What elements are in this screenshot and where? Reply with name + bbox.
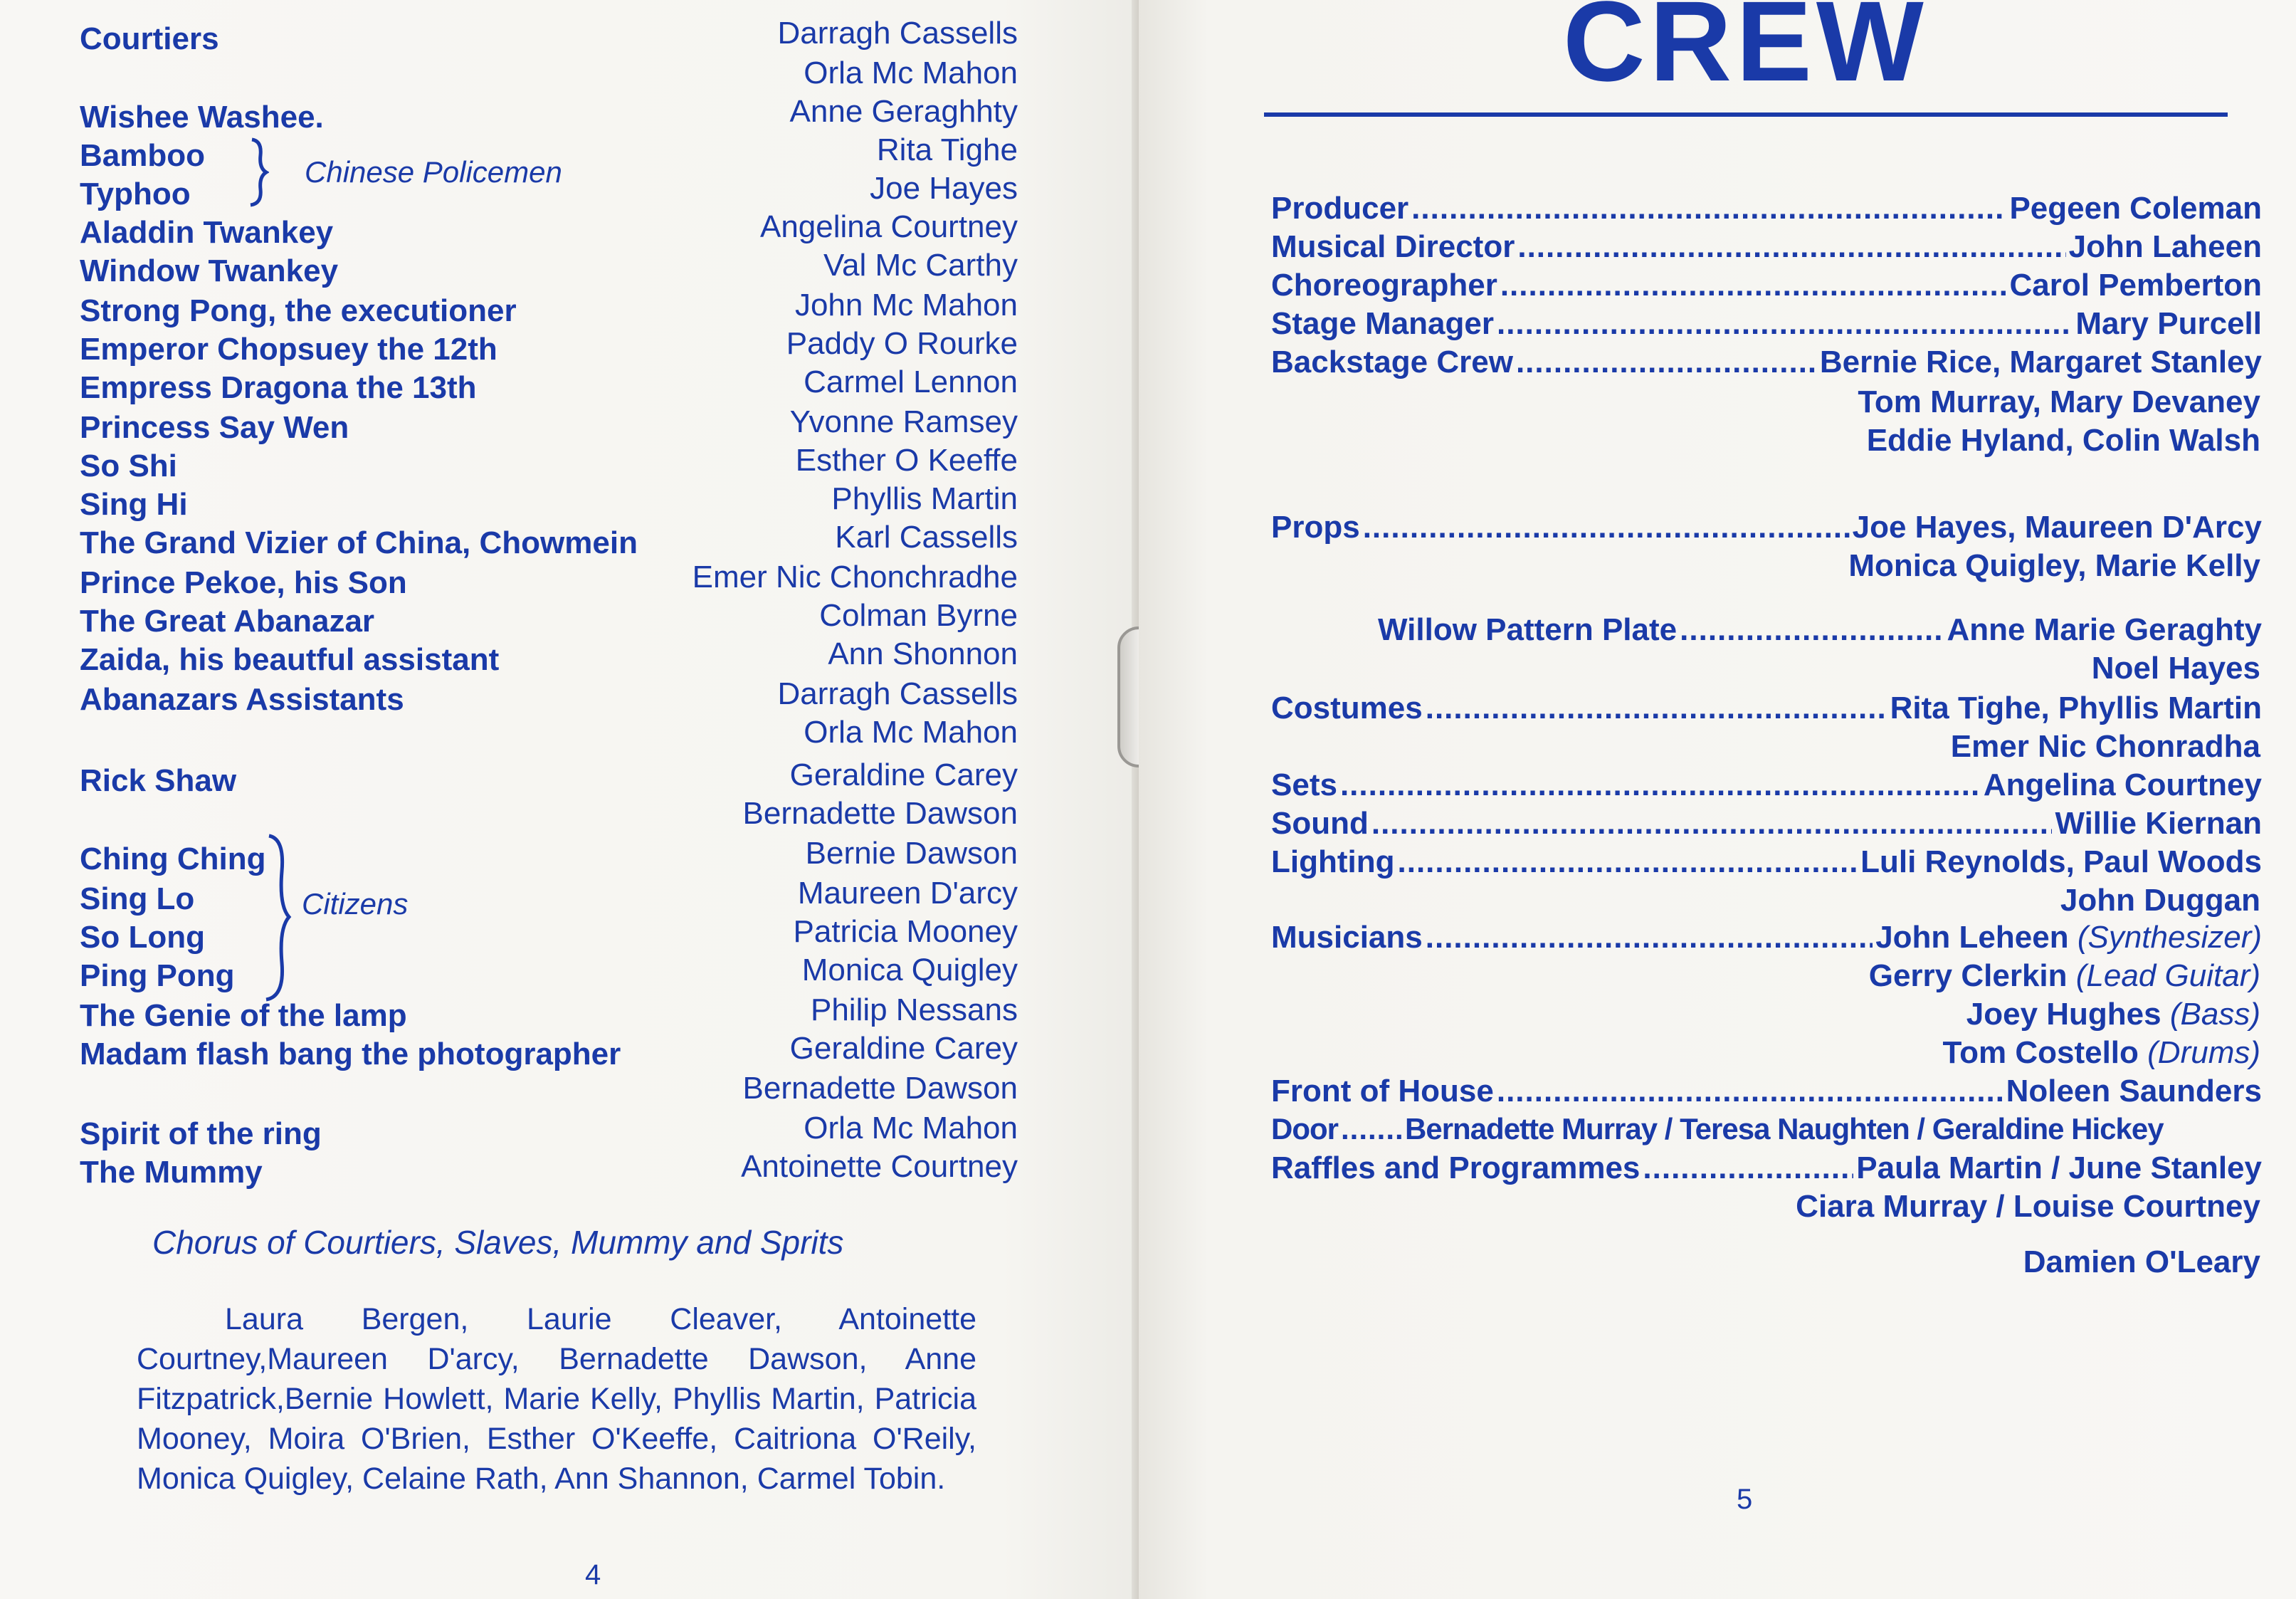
cast-actor: Angelina Courtney <box>759 209 1018 244</box>
cast-role: Prince Pekoe, his Son <box>80 565 407 600</box>
cast-actor: Paddy O Rourke <box>786 326 1018 361</box>
crew-row-producer: Producer ..... Pegeen Coleman <box>1271 191 2262 228</box>
crew-row-raffles-and-programmes: Raffles and Programmes ..... Paula Martin / June Stanley <box>1271 1150 2262 1188</box>
cast-role: Spirit of the ring <box>80 1116 322 1151</box>
crew-row-props: Props ..... Joe Hayes, Maureen D'Arcy <box>1271 510 2262 547</box>
crew-props-cont-1: Monica Quigley, Marie Kelly <box>1848 548 2260 583</box>
cast-role: The Great Abanazar <box>80 604 375 639</box>
page-number-right: 5 <box>1737 1484 1753 1515</box>
cast-role: Zaida, his beautful assistant <box>80 642 500 677</box>
cast-actor: Phyllis Martin <box>831 481 1018 516</box>
chorus-title: Chorus of Courtiers, Slaves, Mummy and Sprits <box>152 1224 844 1261</box>
crew-row-musical-director: Musical Director ..... John Laheen <box>1271 229 2262 266</box>
cast-actor: Geraldine Carey <box>789 1031 1018 1066</box>
brace-policemen <box>248 137 269 208</box>
cast-actor: Joe Hayes <box>870 171 1018 206</box>
cast-role: The Genie of the lamp <box>80 998 407 1033</box>
cast-role: The Mummy <box>80 1155 263 1190</box>
cast-actor: Patricia Mooney <box>793 914 1018 949</box>
cast-actor: Colman Byrne <box>819 598 1018 633</box>
cast-actor: Antoinette Courtney <box>741 1149 1018 1184</box>
crew-lighting-cont-1: John Duggan <box>2060 883 2260 918</box>
crew-row-choreographer: Choreographer ..... Carol Pemberton <box>1271 268 2262 305</box>
crew-musicians-cont-2: Gerry Clerkin (Lead Guitar) <box>1868 958 2260 993</box>
crew-costumes-cont-1: Emer Nic Chonradha <box>1950 729 2260 764</box>
cast-role: Madam flash bang the photographer <box>80 1037 621 1071</box>
crew-musicians-cont-3: Joey Hughes (Bass) <box>1966 997 2260 1032</box>
crew-row-stage-manager: Stage Manager ..... Mary Purcell <box>1271 306 2262 343</box>
cast-actor: Rita Tighe <box>876 132 1018 167</box>
cast-actor: Val Mc Carthy <box>823 248 1018 283</box>
cast-actor: Darragh Cassells <box>777 16 1018 51</box>
cast-actor: Karl Cassells <box>835 520 1018 555</box>
cast-page <box>0 0 1139 1599</box>
cast-actor: Philip Nessans <box>810 992 1018 1027</box>
crew-musicians-cont-4: Tom Costello (Drums) <box>1942 1035 2260 1070</box>
cast-actor: John Mc Mahon <box>794 288 1018 323</box>
cast-actor: Carmel Lennon <box>804 365 1018 399</box>
crew-row-sets: Sets ..... Angelina Courtney <box>1271 767 2262 804</box>
cast-actor: Yvonne Ramsey <box>789 404 1018 439</box>
title-rule <box>1264 112 2228 117</box>
cast-role: Strong Pong, the executioner <box>80 293 517 328</box>
cast-role: Window Twankey <box>80 253 339 288</box>
cast-actor: Bernie Dawson <box>805 836 1018 871</box>
cast-role: Typhoo <box>80 177 191 211</box>
crew-final-name: Damien O'Leary <box>2023 1244 2260 1279</box>
cast-role: So Shi <box>80 449 177 483</box>
cast-actor: Anne Geraghhty <box>789 94 1018 129</box>
cast-role: The Grand Vizier of China, Chowmein <box>80 525 638 560</box>
cast-role: Aladdin Twankey <box>80 215 334 250</box>
crew-title: CREW <box>1563 0 1928 105</box>
cast-actor: Maureen D'arcy <box>797 876 1018 911</box>
brace-citizens <box>263 832 292 1002</box>
crew-willow-cont-1: Noel Hayes <box>2091 651 2260 686</box>
cast-actor: Bernadette Dawson <box>742 1071 1018 1106</box>
crew-row-backstage-crew: Backstage Crew ..... Bernie Rice, Margaret Stanley <box>1271 345 2262 382</box>
cast-actor: Esther O Keeffe <box>795 443 1018 478</box>
crew-raffles-cont-1: Ciara Murray / Louise Courtney <box>1796 1189 2260 1224</box>
crew-row-sound: Sound ..... Willie Kiernan <box>1271 806 2262 843</box>
cast-actor: Orla Mc Mahon <box>804 56 1018 90</box>
crew-row-front-of-house: Front of House ..... Noleen Saunders <box>1271 1074 2262 1111</box>
cast-role: Courtiers <box>80 21 219 56</box>
cast-role: Sing Hi <box>80 487 188 522</box>
crew-backstage-cont-2: Eddie Hyland, Colin Walsh <box>1866 423 2260 458</box>
cast-actor: Geraldine Carey <box>789 757 1018 792</box>
page-number-left: 4 <box>585 1559 601 1590</box>
cast-role: Sing Lo <box>80 881 195 916</box>
crew-row-door: Door ..... Bernadette Murray / Teresa Naughten / Geraldine Hickey <box>1271 1112 2262 1149</box>
crew-backstage-cont-1: Tom Murray, Mary Devaney <box>1858 384 2260 419</box>
note-citizens: Citizens <box>302 887 409 921</box>
cast-role: Ching Ching <box>80 842 266 876</box>
cast-role: Bamboo <box>80 138 205 173</box>
cast-role: Rick Shaw <box>80 763 237 798</box>
crew-row-lighting: Lighting ..... Luli Reynolds, Paul Woods <box>1271 844 2262 881</box>
cast-actor: Emer Nic Chonchradhe <box>692 560 1018 594</box>
cast-actor: Monica Quigley <box>801 953 1018 987</box>
cast-actor: Darragh Cassells <box>777 676 1018 711</box>
crew-row-musicians: Musicians ..... John Leheen (Synthesizer) <box>1271 920 2262 957</box>
note-chinese-policemen: Chinese Policemen <box>305 155 562 189</box>
cast-role: Emperor Chopsuey the 12th <box>80 332 497 367</box>
cast-role: Ping Pong <box>80 958 235 993</box>
cast-role: Wishee Washee. <box>80 100 324 135</box>
cast-actor: Bernadette Dawson <box>742 796 1018 831</box>
cast-actor: Orla Mc Mahon <box>804 1111 1018 1145</box>
cast-actor: Ann Shonnon <box>828 636 1018 671</box>
chorus-members: Laura Bergen, Laurie Cleaver, Antoinette Courtney,Maureen D'arcy, Bernadette Dawson, Anne Fitzpatrick,Bernie Howlett, Marie Kelly, Phyllis Martin, Patricia Mooney, Moira O'Brien, Esther O'Keeffe, Caitriona O'Reily, Monica Quigley, Celaine Rath, Ann Shannon, Carmel Tobin. <box>137 1302 976 1496</box>
cast-role: Abanazars Assistants <box>80 682 404 717</box>
cast-role: Princess Say Wen <box>80 410 349 445</box>
cast-role: Empress Dragona the 13th <box>80 370 477 405</box>
cast-role: So Long <box>80 920 205 955</box>
cast-actor: Orla Mc Mahon <box>804 715 1018 750</box>
crew-row-costumes: Costumes ..... Rita Tighe, Phyllis Martin <box>1271 691 2262 728</box>
crew-row-willow-pattern-plate: Willow Pattern Plate ..... Anne Marie Geraghty <box>1378 612 2262 649</box>
